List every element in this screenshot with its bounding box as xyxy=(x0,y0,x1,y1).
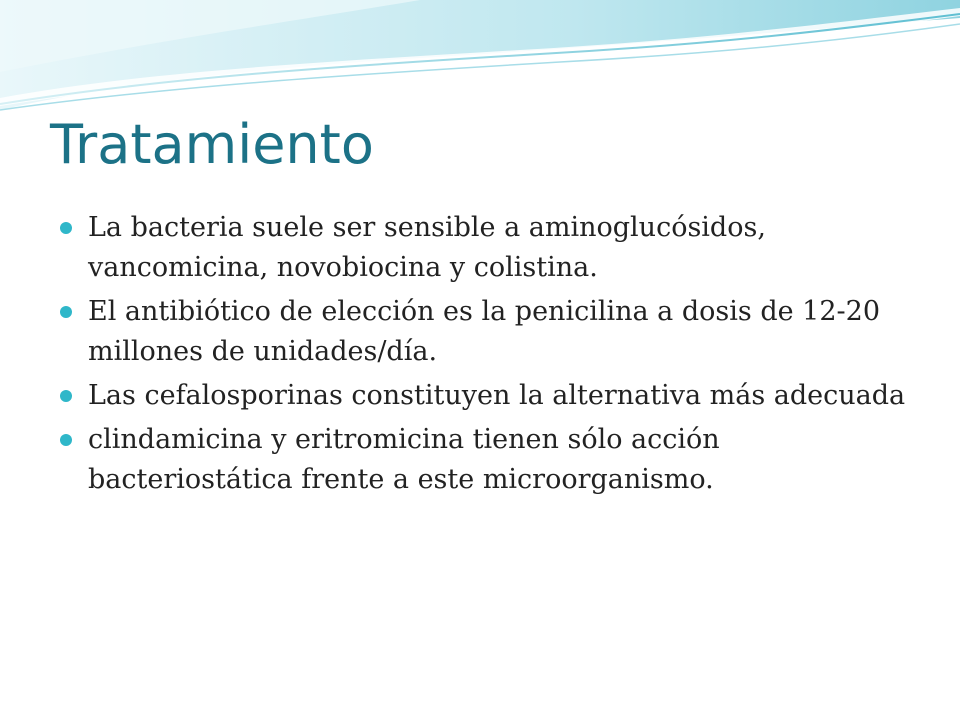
bullet-text: La bacteria suele ser sensible a aminoglucósidos, vancomicina, novobiocina y colistina. xyxy=(88,212,766,283)
bullet-dot-icon xyxy=(60,222,72,234)
bullet-text: clindamicina y eritromicina tienen sólo acción bacteriostática frente a este microorganismo. xyxy=(88,424,720,495)
bullet-text: Las cefalosporinas constituyen la alternativa más adecuada xyxy=(88,380,906,411)
bullet-text: El antibiótico de elección es la penicilina a dosis de 12-20 millones de unidades/día. xyxy=(88,296,881,367)
slide-title: Tratamiento xyxy=(50,113,374,176)
bullet-item xyxy=(88,420,908,500)
bullet-dot-icon xyxy=(60,434,72,446)
header-wave-decoration xyxy=(0,0,960,120)
bullet-item xyxy=(88,292,908,372)
bullet-list xyxy=(88,208,908,504)
bullet-dot-icon xyxy=(60,306,72,318)
bullet-dot-icon xyxy=(60,390,72,402)
bullet-item xyxy=(88,376,908,416)
bullet-item xyxy=(88,208,908,288)
